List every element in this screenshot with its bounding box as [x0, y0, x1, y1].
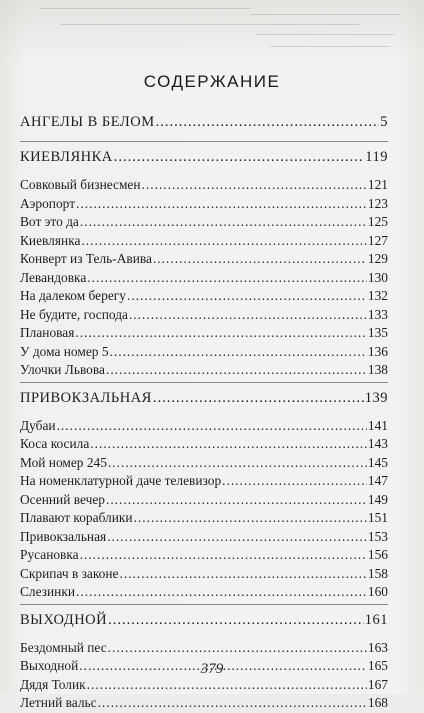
toc-entry-title: АНГЕЛЫ В БЕЛОМ: [20, 114, 155, 130]
toc-entry[interactable]: [20, 250, 388, 269]
dot-leader: [114, 148, 365, 166]
toc-entry-title: Мой номер 245: [20, 454, 107, 470]
toc-entry[interactable]: [20, 546, 388, 565]
dot-leader: [129, 306, 367, 324]
dot-leader: [153, 389, 364, 407]
toc-entry[interactable]: [20, 472, 388, 491]
toc-entry-title: ВЫХОДНОЙ: [20, 611, 108, 628]
toc-entry[interactable]: [20, 213, 388, 232]
page-title: СОДЕРЖАНИЕ: [143, 72, 281, 91]
toc-entry[interactable]: [20, 269, 388, 288]
toc-entry-title: Плавают кораблики: [20, 510, 133, 525]
toc-entry[interactable]: [20, 676, 388, 695]
dot-leader: [222, 472, 367, 490]
toc-entry[interactable]: [20, 417, 388, 436]
dot-leader: [153, 250, 367, 268]
dot-leader: [87, 676, 367, 694]
toc-section[interactable]: [20, 148, 388, 167]
toc-entry-page: 168: [367, 695, 388, 710]
toc-entry[interactable]: [20, 361, 388, 380]
toc-entry-page: 129: [367, 251, 388, 266]
toc-entry-title: Левандовка: [20, 269, 87, 285]
dot-leader: [108, 454, 367, 472]
toc-entry-page: 132: [367, 288, 388, 303]
dot-leader: [81, 232, 366, 250]
toc-entry[interactable]: [20, 694, 388, 713]
toc-entry[interactable]: [20, 639, 388, 658]
toc-entry-title: Плановая: [20, 325, 75, 340]
toc-entry-page: 125: [367, 214, 388, 229]
toc-entry-page: 121: [367, 177, 388, 192]
dot-leader: [127, 287, 367, 305]
dot-leader: [134, 509, 367, 527]
toc-entry[interactable]: [20, 195, 388, 214]
table-of-contents: [20, 113, 388, 713]
toc-section[interactable]: [20, 113, 388, 132]
toc-entry-page: 138: [367, 362, 388, 377]
toc-entry-page: 143: [367, 436, 388, 451]
toc-entry-page: 165: [367, 658, 388, 673]
dot-leader: [156, 113, 380, 131]
toc-entry-title: Бездомный пес: [20, 639, 107, 655]
toc-entry[interactable]: [20, 565, 388, 584]
section-divider: [20, 141, 388, 142]
toc-entry[interactable]: [20, 509, 388, 528]
dot-leader: [80, 546, 367, 564]
toc-entry-title: Дядя Толик: [20, 676, 86, 692]
dot-leader: [87, 269, 367, 287]
toc-entry-page: 130: [367, 269, 388, 285]
toc-entry-page: 145: [367, 454, 388, 470]
toc-entry-page: 139: [364, 389, 388, 406]
dot-leader: [108, 611, 364, 629]
toc-entry-page: 135: [367, 325, 388, 340]
dot-leader: [90, 435, 367, 453]
dot-leader: [120, 565, 367, 583]
toc-entry-page: 158: [367, 565, 388, 581]
toc-entry[interactable]: [20, 306, 388, 325]
toc-entry-title: КИЕВЛЯНКА: [20, 149, 113, 165]
toc-entry-page: 167: [367, 676, 388, 692]
toc-entry-page: 141: [367, 417, 388, 433]
toc-entry[interactable]: [20, 491, 388, 510]
toc-section[interactable]: [20, 389, 388, 408]
toc-entry-page: 149: [367, 491, 388, 507]
dot-leader: [80, 213, 367, 231]
page-number: 379: [200, 661, 224, 677]
dot-leader: [76, 195, 367, 213]
toc-entry[interactable]: [20, 287, 388, 306]
dot-leader: [107, 528, 367, 546]
dot-leader: [98, 694, 367, 712]
toc-entry-page: 161: [364, 611, 388, 628]
toc-entry-page: 123: [367, 195, 388, 211]
toc-entry-title: На далеком берегу: [20, 288, 126, 303]
dot-leader: [142, 176, 367, 194]
toc-entry-title: Выходной: [20, 658, 79, 673]
dot-leader: [75, 324, 367, 342]
toc-entry-title: Улочки Львова: [20, 362, 105, 377]
toc-entry-title: Вот это да: [20, 214, 79, 229]
toc-entry-title: Коса косила: [20, 436, 90, 451]
toc-entry-title: Конверт из Тель-Авива: [20, 251, 152, 266]
toc-entry-title: Совковый бизнесмен: [20, 177, 141, 192]
dot-leader: [106, 491, 367, 509]
toc-entry[interactable]: [20, 528, 388, 547]
toc-entry-page: 136: [367, 343, 388, 359]
toc-entry-title: Привокзальная: [20, 528, 107, 544]
toc-entry-page: 119: [365, 149, 388, 165]
dot-leader: [110, 343, 367, 361]
toc-entry-page: 151: [367, 510, 388, 525]
toc-entry-page: 147: [367, 473, 388, 488]
toc-entry-page: 153: [367, 528, 388, 544]
toc-entry-page: 160: [367, 584, 388, 599]
toc-entry-title: Киевлянка: [20, 232, 81, 248]
toc-entry-page: 156: [367, 547, 388, 562]
toc-entry-title: Осенний вечер: [20, 491, 105, 507]
section-divider: [20, 382, 388, 383]
dot-leader: [76, 583, 367, 601]
toc-section[interactable]: [20, 611, 388, 630]
toc-entry[interactable]: [20, 176, 388, 195]
dot-leader: [108, 639, 367, 657]
toc-entry[interactable]: [20, 435, 388, 454]
toc-entry-title: У дома номер 5: [20, 343, 109, 359]
show-through-text: [0, 0, 424, 60]
toc-entry-title: На номенклатурной даче телевизор: [20, 473, 222, 488]
toc-entry-page: 133: [367, 306, 388, 322]
toc-entry[interactable]: [20, 324, 388, 343]
toc-entry-title: Скрипач в законе: [20, 565, 119, 581]
toc-entry-title: Дубаи: [20, 417, 56, 433]
toc-entry-title: Русановка: [20, 547, 79, 562]
toc-entry-page: 127: [367, 232, 388, 248]
toc-entry[interactable]: [20, 583, 388, 602]
section-divider: [20, 604, 388, 605]
toc-entry-page: 5: [380, 114, 388, 130]
toc-entry[interactable]: [20, 232, 388, 251]
toc-entry-title: Слезинки: [20, 584, 76, 599]
toc-entry[interactable]: [20, 454, 388, 473]
toc-entry-title: Аэропорт: [20, 195, 76, 211]
toc-entry-title: Не будите, господа: [20, 306, 128, 322]
toc-entry-title: Летний вальс: [20, 695, 97, 710]
toc-entry[interactable]: [20, 343, 388, 362]
toc-entry-page: 163: [367, 639, 388, 655]
dot-leader: [57, 417, 367, 435]
dot-leader: [106, 361, 367, 379]
toc-entry-title: ПРИВОКЗАЛЬНАЯ: [20, 389, 152, 406]
